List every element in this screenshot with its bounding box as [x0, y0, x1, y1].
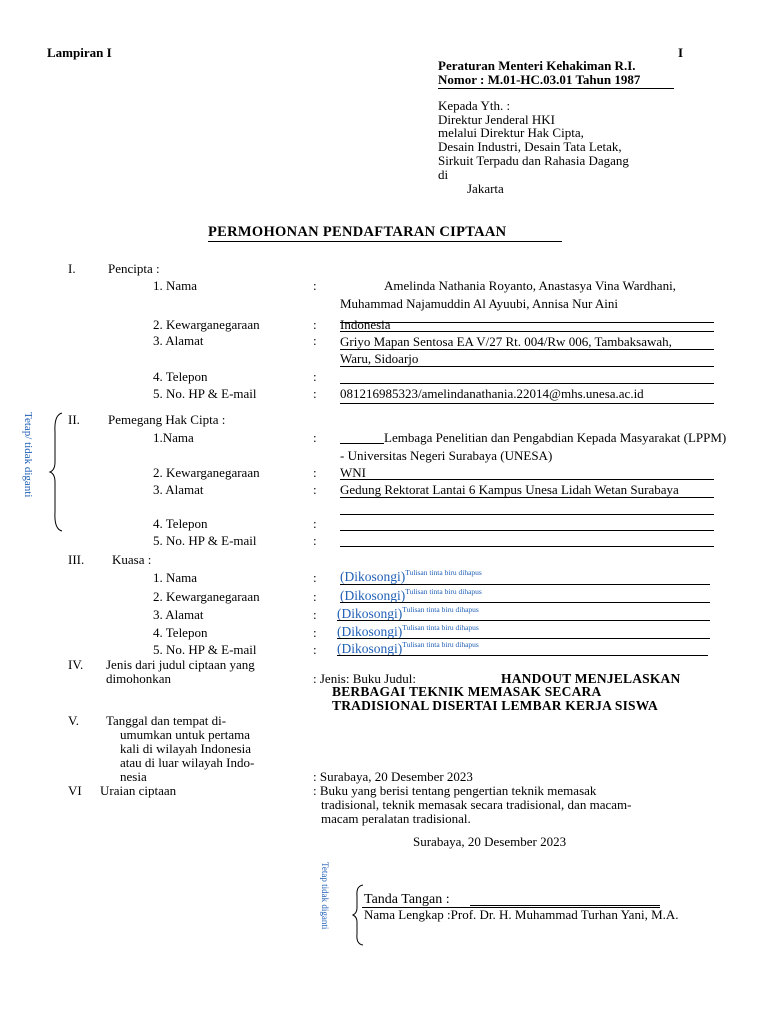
pemegang-kewarganegaraan-label: 2. Kewarganegaraan: [153, 465, 260, 480]
colon: :: [313, 430, 317, 445]
pemegang-nama-line2: - Universitas Negeri Surabaya (UNESA): [340, 448, 553, 463]
pencipta-nama-line1: Amelinda Nathania Royanto, Anastasya Vina Wardhani,: [384, 278, 676, 293]
blue-ink-note: Tulisan tinta biru dihapus: [405, 568, 482, 577]
field-line: [340, 366, 714, 367]
field-line: [340, 403, 714, 404]
side-note-tetap: Tetap/ tidak diganti: [22, 412, 34, 498]
recipient-line: Sirkuit Terpadu dan Rahasia Dagang: [438, 153, 629, 168]
field-line: [340, 530, 714, 531]
signature-place-date: Surabaya, 20 Desember 2023: [413, 834, 567, 849]
judul-line3: TRADISIONAL DISERTAI LEMBAR KERJA SISWA: [332, 698, 658, 713]
pemegang-hp-label: 5. No. HP & E-mail: [153, 533, 257, 548]
section2-label: Pemegang Hak Cipta :: [108, 412, 226, 427]
kuasa-telepon-label: 4. Telepon: [153, 625, 208, 640]
blue-ink-note: Tulisan tinta biru dihapus: [405, 587, 482, 596]
title-underline: [208, 241, 562, 242]
pencipta-kewarganegaraan: Indonesia: [340, 317, 391, 332]
dikosongi-text: (Dikosongi): [340, 588, 406, 603]
section4-num: IV.: [68, 657, 84, 672]
colon: :: [313, 333, 317, 348]
colon: :: [313, 625, 317, 640]
pencipta-hp: 081216985323/amelindanathania.22014@mhs.unesa.ac.id: [340, 386, 644, 401]
colon: :: [313, 369, 317, 384]
field-line: [340, 546, 714, 547]
recipient-line: melalui Direktur Hak Cipta,: [438, 125, 584, 140]
field-line: [337, 655, 708, 656]
pemegang-nama-label: 1.Nama: [153, 430, 194, 445]
colon: :: [313, 482, 317, 497]
pencipta-telepon-label: 4. Telepon: [153, 369, 208, 384]
field-line: [340, 322, 714, 323]
tanda-tangan-label: Tanda Tangan :: [364, 892, 450, 907]
page-title: PERMOHONAN PENDAFTARAN CIPTAAN: [208, 224, 507, 240]
section3-label: Kuasa :: [112, 552, 152, 567]
lampiran-label: Lampiran I: [47, 45, 112, 60]
recipient-line: Kepada Yth. :: [438, 98, 511, 113]
kuasa-kewarganegaraan-label: 2. Kewarganegaraan: [153, 589, 260, 604]
colon: :: [313, 317, 317, 332]
colon: :: [313, 607, 317, 622]
section5-label-line: atau di luar wilayah Indo-: [120, 755, 255, 770]
section6-value-line3: macam peralatan tradisional.: [321, 811, 471, 826]
pencipta-nama-line2: Muhammad Najamuddin Al Ayuubi, Annisa Nur Aini: [340, 296, 618, 311]
corner-mark: I: [678, 45, 684, 60]
judul-line2: BERBAGAI TEKNIK MEMASAK SECARA: [332, 684, 602, 699]
regulation-line1: Peraturan Menteri Kehakiman R.I.: [438, 58, 636, 73]
dikosongi-text: (Dikosongi): [340, 569, 406, 584]
field-line: [340, 331, 714, 332]
section5-label-line: umumkan untuk pertama: [120, 727, 250, 742]
pencipta-alamat-line1: Griyo Mapan Sentosa EA V/27 Rt. 004/Rw 006, Tambaksawah,: [340, 334, 672, 349]
judul-line1: HANDOUT MENJELASKAN: [501, 671, 681, 686]
colon: :: [313, 589, 317, 604]
section1-num: I.: [68, 261, 76, 276]
colon: :: [313, 533, 317, 548]
section4-label-line2: dimohonkan: [106, 671, 171, 686]
section6-value-line1: : Buku yang berisi tentang pengertian teknik memasak: [313, 783, 597, 798]
blue-ink-note: Tulisan tinta biru dihapus: [402, 605, 479, 614]
section1-label: Pencipta :: [108, 261, 160, 276]
curly-brace-icon: [352, 884, 364, 946]
section5-label-line: nesia: [120, 769, 147, 784]
field-line: [340, 584, 710, 585]
recipient-line: Direktur Jenderal HKI: [438, 112, 555, 127]
pencipta-nama-label: 1. Nama: [153, 278, 198, 293]
section5-label-line: kali di wilayah Indonesia: [120, 741, 252, 756]
field-line: [337, 638, 710, 639]
dikosongi-text: (Dikosongi): [337, 641, 403, 656]
section3-num: III.: [68, 552, 85, 567]
blue-ink-note: Tulisan tinta biru dihapus: [402, 640, 479, 649]
pencipta-kewarganegaraan-label: 2. Kewarganegaraan: [153, 317, 260, 332]
section5-value: : Surabaya, 20 Desember 2023: [313, 769, 473, 784]
pemegang-telepon-label: 4. Telepon: [153, 516, 208, 531]
blue-ink-note: Tulisan tinta biru dihapus: [402, 623, 479, 632]
regulation-underline: [438, 88, 674, 89]
recipient-line: di: [438, 167, 449, 182]
field-line: [340, 479, 714, 480]
pemegang-kewarganegaraan: WNI: [340, 465, 366, 480]
section6-value-line2: tradisional, teknik memasak secara tradisional, dan macam-: [321, 797, 632, 812]
recipient-line: Desain Industri, Desain Tata Letak,: [438, 139, 622, 154]
curly-brace-icon: [50, 412, 64, 532]
field-line: [340, 349, 714, 350]
kuasa-alamat-label: 3. Alamat: [153, 607, 204, 622]
field-line: [340, 443, 384, 444]
kuasa-hp-label: 5. No. HP & E-mail: [153, 642, 257, 657]
field-line: [340, 602, 710, 603]
section4-label-line1: Jenis dari judul ciptaan yang: [106, 657, 255, 672]
section2-num: II.: [68, 412, 80, 427]
pencipta-alamat-label: 3. Alamat: [153, 333, 204, 348]
pemegang-alamat: Gedung Rektorat Lantai 6 Kampus Unesa Lidah Wetan Surabaya: [340, 482, 679, 497]
signature-line: [470, 905, 660, 906]
jenis-buku: : Jenis: Buku Judul:: [313, 671, 416, 686]
section6-label: Uraian ciptaan: [100, 783, 177, 798]
colon: :: [313, 570, 317, 585]
regulation-line2: Nomor : M.01-HC.03.01 Tahun 1987: [438, 72, 641, 87]
nama-lengkap: Nama Lengkap :Prof. Dr. H. Muhammad Turhan Yani, M.A.: [364, 907, 679, 922]
pemegang-alamat-label: 3. Alamat: [153, 482, 204, 497]
colon: :: [313, 516, 317, 531]
kuasa-nama-label: 1. Nama: [153, 570, 198, 585]
pencipta-hp-label: 5. No. HP & E-mail: [153, 386, 257, 401]
pemegang-nama-line1: Lembaga Penelitian dan Pengabdian Kepada Masyarakat (LPPM): [384, 430, 727, 445]
dikosongi-text: (Dikosongi): [337, 606, 403, 621]
side-note-tetap-signature: Tetap tidak diganti: [320, 862, 330, 930]
colon: :: [313, 386, 317, 401]
recipient-line: Jakarta: [467, 181, 504, 196]
colon: :: [313, 278, 317, 293]
section5-num: V.: [68, 713, 79, 728]
dikosongi-text: (Dikosongi): [337, 624, 403, 639]
section5-label-line: Tanggal dan tempat di-: [106, 713, 227, 728]
colon: :: [313, 465, 317, 480]
section6-num: VI: [68, 783, 82, 798]
field-line: [340, 497, 714, 498]
pencipta-alamat-line2: Waru, Sidoarjo: [340, 351, 419, 366]
field-line: [337, 620, 710, 621]
field-line: [340, 514, 714, 515]
field-line: [340, 383, 714, 384]
colon: :: [313, 642, 317, 657]
